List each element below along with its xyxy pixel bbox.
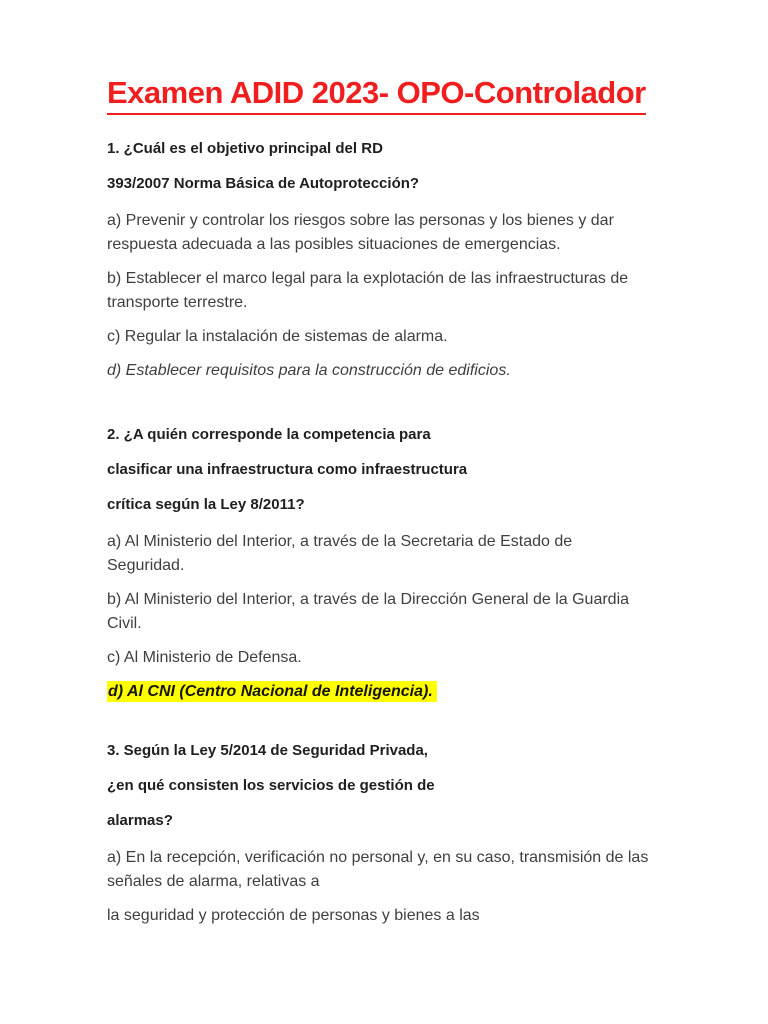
option-line: la seguridad y protección de personas y bienes a las — [107, 907, 480, 924]
option-line: b) Establecer el marco legal para la explotación de las infraestructuras de — [107, 270, 629, 287]
option-line: d) Establecer requisitos para la construcción de edificios. — [107, 362, 511, 379]
question-2 — [107, 425, 668, 704]
question-2-stem-line: crítica según la Ley 8/2011? — [107, 496, 305, 513]
option-line: Civil. — [107, 615, 142, 632]
question-3-stem-line: ¿en qué consisten los servicios de gestión de — [107, 777, 435, 794]
question-2-option-d — [107, 680, 668, 704]
question-1 — [107, 139, 668, 383]
option-line: a) En la recepción, verificación no personal y, en su caso, transmisión de las — [107, 849, 649, 866]
highlighted-answer: d) Al CNI (Centro Nacional de Inteligencia). — [107, 681, 437, 702]
question-1-option-c — [107, 325, 668, 349]
option-line: b) Al Ministerio del Interior, a través de la Dirección General de la Guardia — [107, 591, 630, 608]
question-2-stem-line: 2. ¿A quién corresponde la competencia para — [107, 426, 431, 443]
option-line: c) Al Ministerio de Defensa. — [107, 649, 302, 666]
option-line: c) Regular la instalación de sistemas de alarma. — [107, 328, 448, 345]
option-line: a) Al Ministerio del Interior, a través de la Secretaria de Estado de — [107, 533, 573, 550]
question-2-option-c — [107, 646, 668, 670]
question-1-option-a — [107, 209, 668, 257]
question-3-stem-line: alarmas? — [107, 812, 173, 829]
option-line: transporte terrestre. — [107, 294, 248, 311]
option-line: señales de alarma, relativas a — [107, 873, 320, 890]
option-line: respuesta adecuada a las posibles situaciones de emergencias. — [107, 236, 561, 253]
question-2-option-a — [107, 530, 668, 578]
option-line: Seguridad. — [107, 557, 185, 574]
question-3 — [107, 741, 668, 928]
document-title: Examen ADID 2023- OPO-Controlador — [107, 76, 646, 115]
question-1-option-b — [107, 267, 668, 315]
question-1-stem-line: 393/2007 Norma Básica de Autoprotección? — [107, 175, 420, 192]
question-2-option-b — [107, 588, 668, 636]
question-2-stem-line: clasificar una infraestructura como infraestructura — [107, 461, 468, 478]
question-3-option-a-continuation — [107, 904, 668, 928]
question-1-stem-line: 1. ¿Cuál es el objetivo principal del RD — [107, 140, 383, 157]
question-1-option-d — [107, 359, 668, 383]
option-line: a) Prevenir y controlar los riesgos sobre las personas y los bienes y dar — [107, 212, 614, 229]
question-3-stem-line: 3. Según la Ley 5/2014 de Seguridad Privada, — [107, 742, 428, 759]
question-3-option-a — [107, 846, 668, 894]
